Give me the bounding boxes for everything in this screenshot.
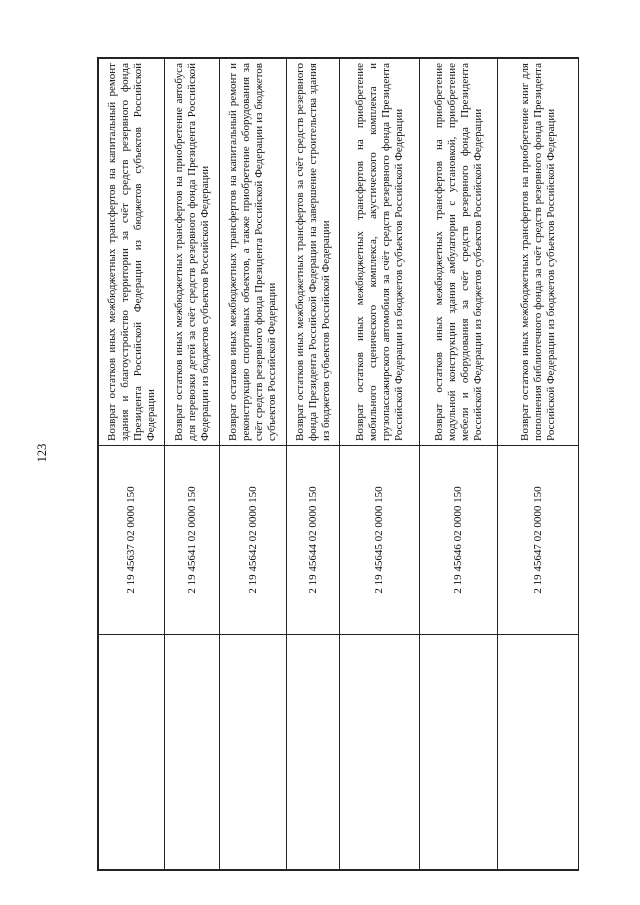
table-row [165,59,220,870]
empty-cell [420,635,498,870]
empty-cell [99,635,165,870]
budget-code-table [97,57,579,871]
description-cell: Возврат остатков иных межбюджетных трансфертов на приобретение автобуса для перевозки детей за счёт средств резервного фонда Президента Российской Федерации из бюджетов субъектов Российской Федерации [165,59,220,446]
code-cell: 2 19 45645 02 0000 150 [340,446,420,635]
code-cell: 2 19 45646 02 0000 150 [420,446,498,635]
page-number: 123 [35,443,49,463]
description-cell: Возврат остатков иных межбюджетных трансфертов на капитальный ремонт и реконструкцию спортивных объектов, а также приобретение оборудования за счёт средств резервного фонда Президента Российской Федерации из бюджетов субъектов Российской Федерации [220,59,287,446]
description-cell: Возврат остатков иных межбюджетных трансфертов на приобретение мобильного сценического комплекса, акустического комплекта и грузопассажирского автомобиля за счёт средств резервного фонда Президента Российской Федерации из бюджетов субъектов Российской Федерации [340,59,420,446]
empty-cell [287,635,340,870]
table-row [99,59,165,870]
table-row [340,59,420,870]
code-cell: 2 19 45642 02 0000 150 [220,446,287,635]
table-row [287,59,340,870]
code-cell: 2 19 45637 02 0000 150 [99,446,165,635]
table-row [498,59,579,870]
empty-cell [340,635,420,870]
table-rotated-layer [98,58,578,870]
table-row [420,59,498,870]
code-cell: 2 19 45647 02 0000 150 [498,446,579,635]
description-cell: Возврат остатков иных межбюджетных трансфертов на приобретение книг для пополнения библиотечного фонда за счёт средств резервного фонда Президента Российской Федерации из бюджетов субъектов Российской Федерации [498,59,579,446]
code-cell: 2 19 45644 02 0000 150 [287,446,340,635]
code-cell: 2 19 45641 02 0000 150 [165,446,220,635]
codes-table [98,58,579,870]
description-cell: Возврат остатков иных межбюджетных трансфертов на капитальный ремонт здания и благоустройство территории за счёт средств резервного фонда Президента Российской Федерации из бюджетов субъектов Российской Федерации [99,59,165,446]
table-row [220,59,287,870]
description-cell: Возврат остатков иных межбюджетных трансфертов на приобретение модульной конструкции здания амбулатории с установкой, приобретение мебели и оборудования за счёт средств резервного фонда Президента Российской Федерации из бюджетов субъектов Российской Федерации [420,59,498,446]
description-cell: Возврат остатков иных межбюджетных трансфертов за счёт средств резервного фонда Президента Российской Федерации на завершение строительства здания из бюджетов субъектов Российской Федерации [287,59,340,446]
empty-cell [498,635,579,870]
empty-cell [165,635,220,870]
empty-cell [220,635,287,870]
